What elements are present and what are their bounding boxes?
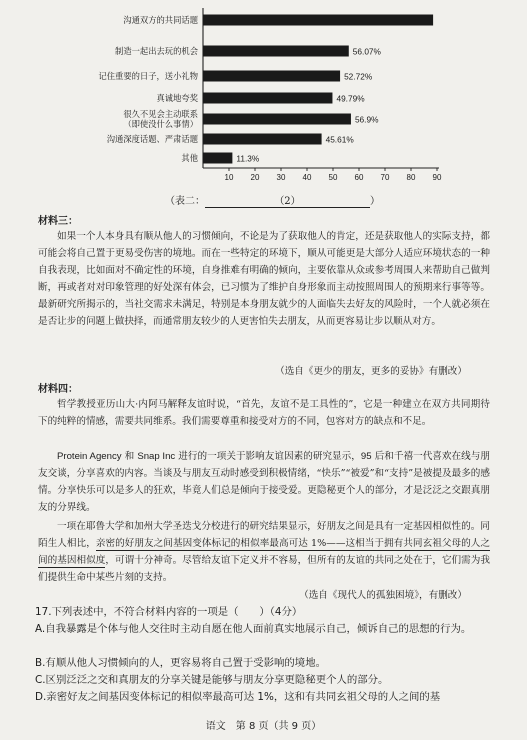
x-tick-label: 40 [302, 173, 312, 182]
x-tick-label: 50 [328, 173, 338, 182]
x-tick-label: 30 [276, 173, 286, 182]
bar [203, 153, 232, 164]
chart-caption [165, 192, 380, 208]
value-label: 52.72% [344, 71, 373, 82]
category-label: 很久不见会主动联系 [123, 109, 198, 119]
conj-and: 和 [121, 451, 138, 462]
value-label: 45.61% [325, 134, 354, 145]
brand-protein-agency: Protein Agency [57, 451, 122, 462]
bar [203, 114, 351, 125]
material4-source: （选自《现代人的孤独困境》，有删改） [299, 590, 467, 601]
para3-end: ，可谓十分神奇。尽管给友谊下定义并不容易，但所有的友谊的共同之处在于，它们需为我们提供生命中某些片刻的支持。 [38, 555, 491, 583]
para2-number: 95 [360, 451, 372, 462]
bar [203, 134, 322, 145]
bar [203, 15, 433, 26]
bar [203, 71, 340, 82]
bar [203, 93, 332, 104]
category-label-line2: （即使没什么事情） [123, 119, 198, 129]
category-label: 制造一起出去玩的机会 [115, 46, 198, 56]
x-tick-label: 80 [406, 173, 416, 182]
category-label: 沟通双方的共同话题 [123, 15, 198, 25]
material3-body: 如果一个人本身具有顺从他人的习惯倾向，不论是为了获取他人的肯定，还是获取他人的实际支持，都可能会将自己置于更易受伤害的境地。而在一些特定的环境下，顺从可能更是大部分人适应环境状态的一种自我表现，比如面对不确定性的环境，自身推难有明确的倾向，主要依靠从众或参考周围人来帮助自己做判断，再或者对对印象管理的好处深有体会，已习惯为了维护自身形象而主动按照周围人的预期来行事等等。最新研究所揭示的，当社交需求未满足，特别是本身朋友就少的人面临失去好友的风险时，一个人就必须在是否让步的问题上做抉择，而通常朋友较少的人更害怕失去朋友，从而更容易让步以顺从对方。 [38, 231, 490, 327]
category-label: 记住重要的日子，送小礼物 [98, 71, 198, 81]
x-tick-label: 60 [354, 173, 364, 182]
para2-mid: 进行的一项关于影响友谊因素的研究显示， [175, 451, 361, 462]
category-label: 其他 [181, 153, 198, 163]
page-footer: 语文 第 8 页（共 9 页） [205, 721, 322, 732]
category-label: 沟通深度话题、严肃话题 [106, 134, 198, 144]
underlined-sentence: 亲密的好朋友之间基因变体标记的相似率最高可达 1%——这相当于拥有共同玄祖父母的人之间的基因相似度 [38, 538, 490, 566]
option-a[interactable]: A.自我暴露是个体与他人交往时主动自愿在他人面前真实地展示自己，倾诉自己的思想的行为。 [35, 623, 472, 635]
value-label: 11.3% [236, 153, 260, 164]
material4-para2 [38, 448, 490, 516]
x-tick-label: 20 [250, 173, 260, 182]
material3-source: （选自《更少的朋友，更多的妥协》有删改） [275, 366, 467, 377]
brand-snap-inc: Snap Inc [137, 451, 176, 462]
para2-rest: 后和千禧一代喜欢在线与朋友交谈，分享喜欢的内容。当谈及与朋友互动时感受到积极情绪，“快乐”“被爱”和“支持”是被提及最多的感情。分享快乐可以是多人的狂欢，毕竟人们总是倾向于接受爱。更隐秘更个人的部分，才是泛泛之交跟真朋友的分界线。 [38, 451, 490, 513]
value-label: 56.9% [354, 114, 379, 125]
question-stem: 17.下列表述中，不符合材料内容的一项是（ ）（4分） [35, 606, 303, 618]
category-label: 真诚地夸奖 [156, 93, 198, 103]
value-label: 56.07% [352, 46, 381, 57]
x-tick-label: 90 [432, 173, 442, 182]
material4-heading: 材料四： [38, 384, 78, 395]
bar [203, 46, 349, 57]
option-d[interactable]: D.亲密好友之间基因变体标记的相似率最高可达 1%，这和有共同玄祖父母的人之间的基 [35, 691, 441, 703]
material4-para1: 哲学教授亚历山大·内阿马解释友谊时说，“首先，友谊不是工具性的”，它是一种建立在双方共同期待下的纯粹的情感，需要共同维系。我们需要尊重和接受对方的不同，包容对方的缺点和不足。 [38, 399, 490, 427]
x-tick-label: 70 [380, 173, 390, 182]
x-tick-label: 10 [224, 173, 234, 182]
caption-prefix: （表二： [165, 196, 205, 207]
bar-chart [0, 0, 527, 215]
material4-para3 [38, 518, 490, 586]
caption-suffix: ） [370, 196, 380, 207]
option-b[interactable]: B.有顺从他人习惯倾向的人，更容易将自己置于受影响的境地。 [35, 657, 326, 669]
material3-heading: 材料三： [38, 216, 78, 227]
para3-start: 一项在耶鲁大学和加州大学圣迭戈分校进行的研究结果显示，好朋友之间是具有一定基因相似性的。同陌生人相比， [38, 521, 490, 549]
option-c[interactable]: C.区别泛泛之交和真朋友的分享关键是能够与朋友分享更隐秘更个人的部分。 [35, 674, 389, 686]
value-label: 49.79% [336, 93, 365, 104]
caption-blank: （2） [205, 192, 370, 208]
